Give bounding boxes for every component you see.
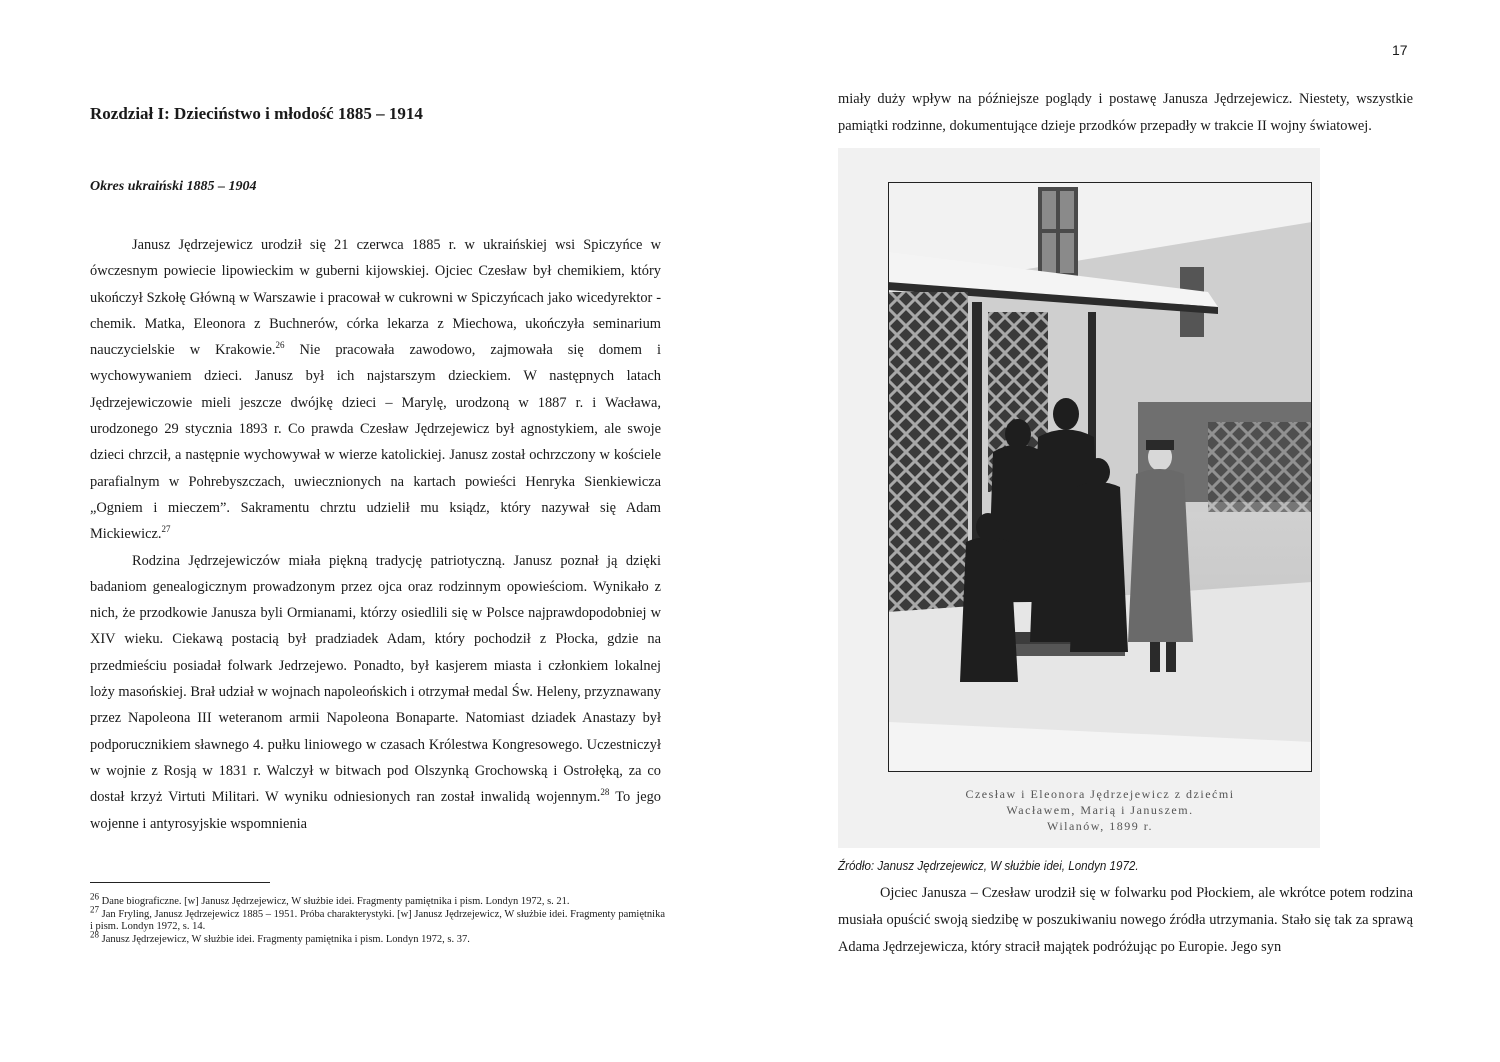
footnote-text: Dane biograficzne. [w] Janusz Jędrzejewicz, W służbie idei. Fragmenty pamiętnika i pism. Londyn 1972, s. 21. <box>99 896 570 907</box>
paragraph-continuation: miały duży wpływ na późniejsze poglądy i postawę Janusza Jędrzejewicz. Niestety, wszystkie pamiątki rodzinne, dokumentujące dzieje przodków przepadły w trakcie II wojny światowej. <box>838 91 1413 134</box>
footnote-separator <box>90 882 270 883</box>
footnote-ref-26[interactable]: 26 <box>275 340 285 351</box>
chapter-title: Rozdział I: Dzieciństwo i młodość 1885 – 1914 <box>90 104 423 123</box>
page-number: 17 <box>1392 42 1408 58</box>
footnote-26 <box>90 891 665 909</box>
footnote-text: Jan Fryling, Janusz Jędrzejewicz 1885 – 1951. Próba charakterystyki. [w] Janusz Jędrzejewicz, W służbie idei. Fragmenty pamiętnika i pism. Londyn 1972, s. 14. <box>90 908 665 933</box>
paragraph-text: Janusz Jędrzejewicz urodził się 21 czerwca 1885 r. w ukraińskiej wsi Spiczyńce w ówczesnym powiecie lipowieckim w guberni kijowskiej. Ojciec Czesław był chemikiem, który ukończył Szkołę Główną w Warszawie i pracował w cukrowni w Spiczyńcach jako wicedyrektor - chemik. Matka, Eleonora z Buchnerów, córka lekarza z Miechowa, ukończyła seminarium nauczycielskie w Krakowie. <box>90 237 661 359</box>
caption-line: Czesław i Eleonora Jędrzejewicz z dziećmi <box>965 787 1235 801</box>
paragraph-text: Rodzina Jędrzejewiczów miała piękną tradycję patriotyczną. Janusz poznał ją dzięki badaniom genealogicznym prowadzonym przez ojca oraz rodzinnym opowieściom. Wynikało z nich, że przodkowie Janusza byli Ormianami, którzy osiedlili się w Polsce najprawdopodobniej w XIV wieku. Ciekawą postacią był pradziadek Adam, który pochodził z Płocka, gdzie na przedmieściu posiadał folwark Jedrzejewo. Ponadto, był kasjerem miasta i członkiem lokalnej loży masońskiej. Brał udział w wojnach napoleońskich i otrzymał medal Św. Heleny, przyznawany przez Napoleona III weteranom armii Napoleona Bonaparte. Natomiast dziadek Anastazy był podporucznikiem sławnego 4. pułku liniowego w czasach Królestwa Kongresowego. Uczestniczył w wojnie z Rosją w 1831 r. Walczył w bitwach pod Olszynką Grochowską i Ostrołęką, za co dostał krzyż Virtuti Militari. W wyniku odniesionych ran został inwalidą wojennym. <box>90 552 661 806</box>
footnote-28 <box>90 929 665 947</box>
paragraph-text: To jego wojenne i antyrosyjskie wspomnienia <box>90 789 661 832</box>
paragraph-birth <box>90 232 661 548</box>
footnote-number: 27 <box>90 904 99 915</box>
paragraph-family-tradition <box>90 548 661 837</box>
footnote-ref-28[interactable]: 28 <box>600 787 610 798</box>
paragraph-text: Nie pracowała zawodowo, zajmowała się domem i wychowywaniem dzieci. Janusz był ich najstarszym dzieckiem. W następnych latach Jędrzejewiczowie mieli jeszcze dwójkę dzieci – Marylę, urodzoną w 1887 r. i Wacława, urodzonego 29 stycznia 1893 r. Co prawda Czesław Jędrzejewicz był agnostykiem, ale swoje dzieci chrzcił, a następnie wychowywał w wierze katolickiej. Janusz został ochrzczony w kościele parafialnym w Pohrebyszczach, uwiecznionych na kartach powieści Henryka Sienkiewicza „Ogniem i mieczem”. Sakramentu chrztu udzielił mu ksiądz, który nazywał się Adam Mickiewicz. <box>90 342 661 543</box>
caption-line: Wilanów, 1899 r. <box>1046 819 1154 833</box>
footnote-text: Janusz Jędrzejewicz, W służbie idei. Fragmenty pamiętnika i pism. Londyn 1972, s. 37. <box>99 933 470 945</box>
paragraph-father: Ojciec Janusza – Czesław urodził się w folwarku pod Płockiem, ale wkrótce potem rodzina musiała opuścić swoją siedzibę w poszukiwaniu nowego źródła utrzymania. Stało się tak za sprawą Adama Jędrzejewicza, który stracił majątek podróżując po Europie. Jego syn <box>838 885 1413 955</box>
family-photo <box>888 182 1312 772</box>
left-column-body <box>90 232 661 837</box>
right-column-continuation <box>838 86 1413 140</box>
caption-line: Wacławem, Marią i Januszem. <box>1006 803 1194 817</box>
right-column-body <box>838 880 1413 961</box>
photo-source: Źródło: Janusz Jędrzejewicz, W służbie idei, Londyn 1972. <box>838 858 1139 873</box>
footnotes <box>90 891 665 946</box>
footnote-number: 28 <box>90 929 99 940</box>
footnote-number: 26 <box>90 891 99 902</box>
photo-caption <box>888 786 1312 834</box>
footnote-27 <box>90 904 665 934</box>
section-title: Okres ukraiński 1885 – 1904 <box>90 179 257 194</box>
footnote-ref-27[interactable]: 27 <box>161 524 171 535</box>
